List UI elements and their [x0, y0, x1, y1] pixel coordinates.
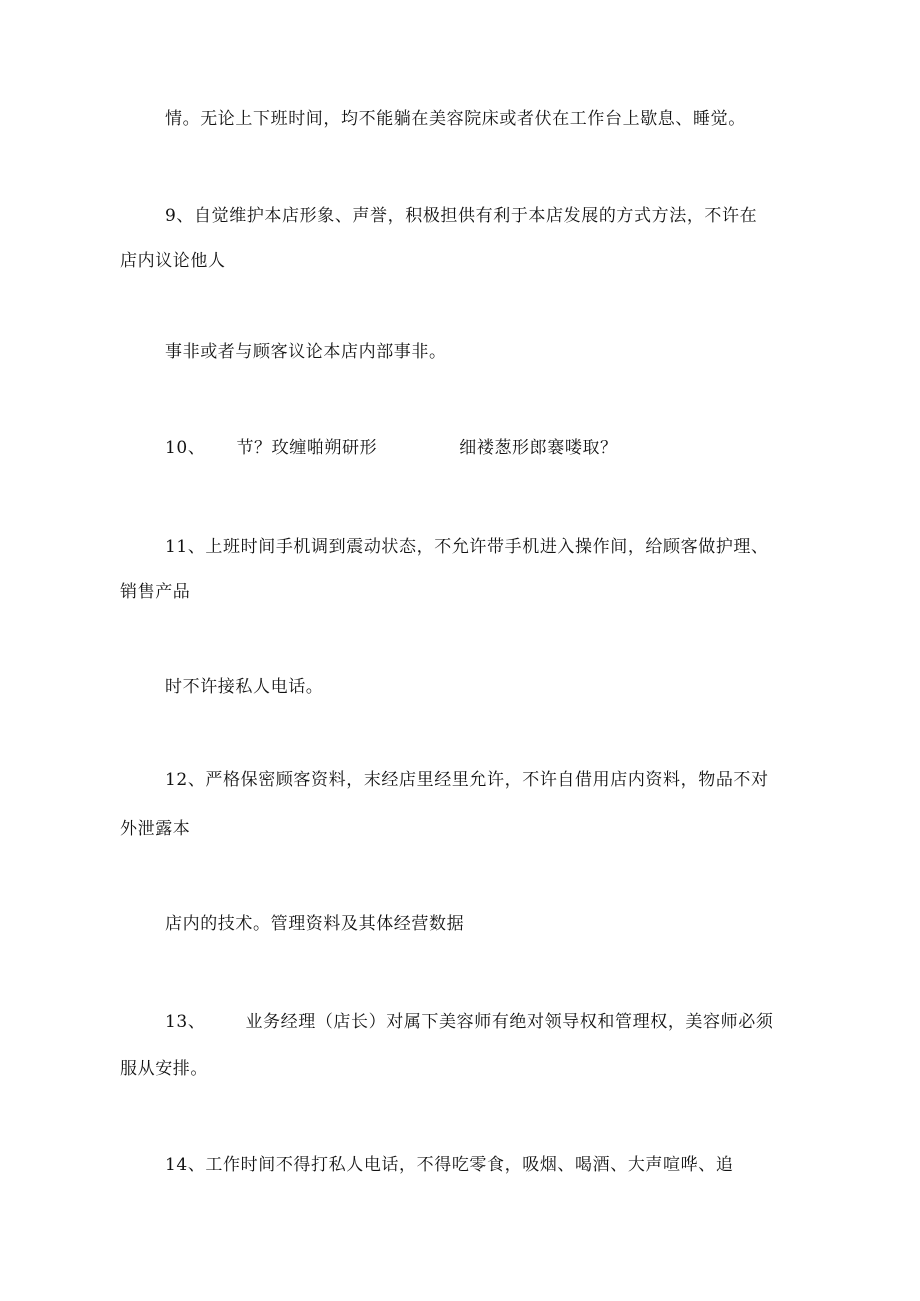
item-number: 13、: [165, 1012, 206, 1032]
paragraph-line: 服从安排。: [120, 1059, 208, 1079]
paragraph-line: 外泄露本: [120, 819, 191, 839]
paragraph-line: 店内的技术。管理资料及其体经营数据: [165, 914, 465, 934]
paragraph-line: 12、严格保密顾客资料，末经店里经里允许，不许自借用店内资料，物品不对: [165, 770, 769, 790]
paragraph-line: 店内议论他人: [120, 251, 226, 271]
item-text: 业务经理（店长）对属下美容师有绝对领导权和管理权，美容师必须: [245, 1012, 774, 1032]
paragraph-line: 事非或者与顾客议论本店内部事非。: [165, 342, 447, 362]
item-13-line: [165, 1011, 773, 1033]
paragraph-line: 时不许接私人电话。: [165, 677, 324, 697]
item-text: 细褛葱形郎褰喽取？: [459, 438, 618, 458]
paragraph-line: 14、工作时间不得打私人电话，不得吃零食，吸烟、喝酒、大声喧哗、追: [165, 1155, 734, 1175]
item-number: 10、: [165, 438, 206, 458]
item-10-line: [165, 437, 618, 459]
paragraph-line: 9、自觉维护本店形象、声誉，积极担供有利于本店发展的方式方法，不许在: [165, 206, 758, 226]
paragraph-line: 情。无论上下班时间，均不能躺在美容院床或者伏在工作台上歇息、睡觉。: [165, 109, 746, 129]
paragraph-line: 11、上班时间手机调到震动状态，不允许带手机进入操作间，给顾客做护理、: [165, 537, 769, 557]
item-text: 节？玫缠啪朔研形: [236, 438, 378, 458]
paragraph-line: 销售产品: [120, 582, 191, 602]
